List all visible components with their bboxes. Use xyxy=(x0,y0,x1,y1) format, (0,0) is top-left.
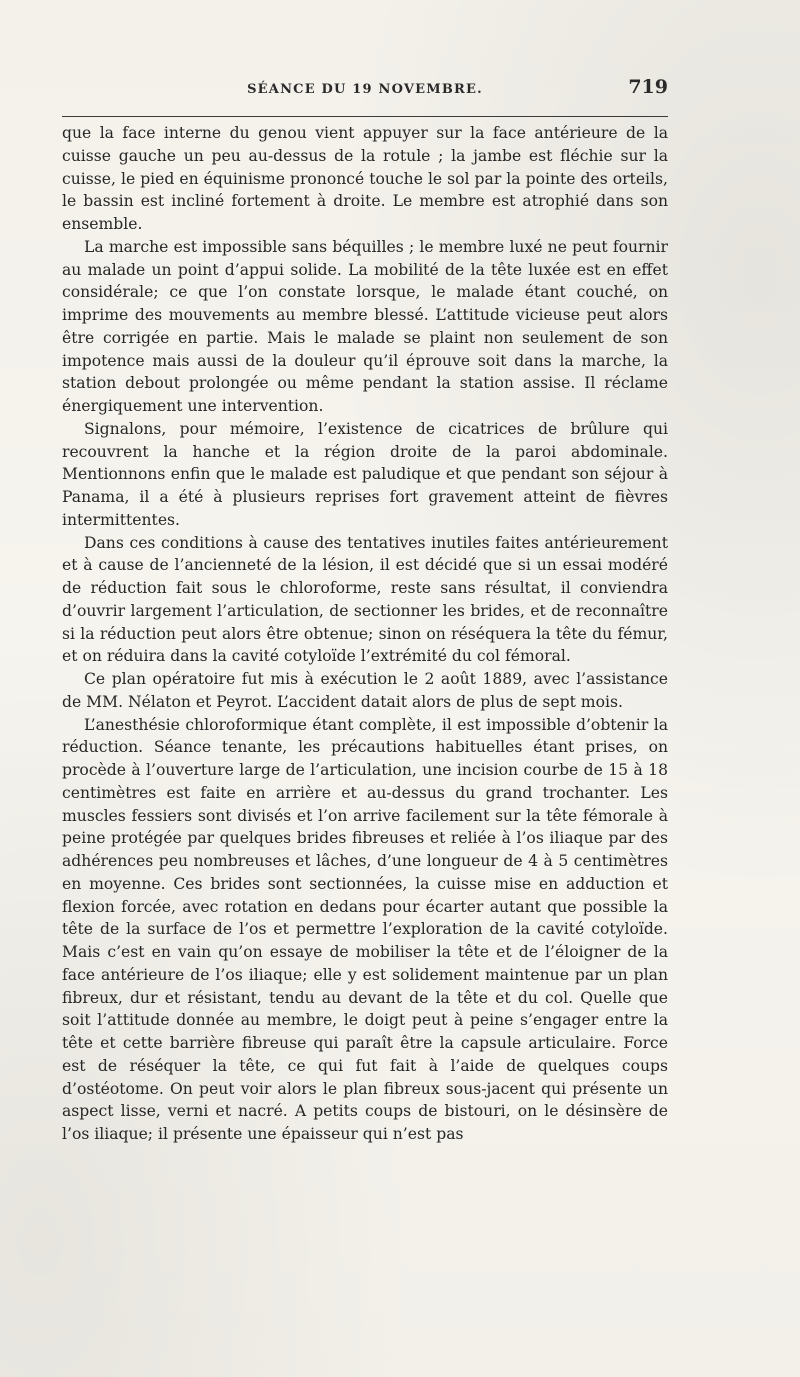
paragraph: L’anesthésie chloroformique étant complète, il est impossible d’obtenir la réduction. Séance tenante, les précautions habituelles étant prises, on procède à l’ouverture large de l’articulation, une incision courbe de 15 à 18 centimètres est faite en arrière et au-dessus du grand trochanter. Les muscles fessiers sont divisés et l’on arrive facilement sur la tête fémorale à peine protégée par quelques brides fibreuses et reliée à l’os iliaque par des adhérences peu nombreuses et lâches, d’une longueur de 4 à 5 centimètres en moyenne. Ces brides sont sectionnées, la cuisse mise en adduction et flexion forcée, avec rotation en dedans pour écarter autant que possible la tête de la surface de l’os et permettre l’exploration de la cavité cotyloïde. Mais c’est en vain qu’on essaye de mobiliser la tête et de l’éloigner de la face antérieure de l’os iliaque; elle y est solidement maintenue par un plan fibreux, dur et résistant, tendu au devant de la tête et du col. Quelle que soit l’attitude donnée au membre, le doigt peut à peine s’engager entre la tête et cette barrière fibreuse qui paraît être la capsule articulaire. Force est de réséquer la tête, ce qui fut fait à l’aide de quelques coups d’ostéotome. On peut voir alors le plan fibreux sous-jacent qui présente un aspect lisse, verni et nacré. A petits coups de bistouri, on le désinsère de l’os iliaque; il présente une épaisseur qui n’est pas xyxy=(62,715,668,1143)
running-head xyxy=(62,76,668,106)
paragraph: Dans ces conditions à cause des tentatives inutiles faites antérieurement et à cause de l’ancienneté de la lésion, il est décidé que si un essai modéré de réduction fait sous le chloroforme, reste sans résultat, il conviendra d’ouvrir largement l’articulation, de sectionner les brides, et de reconnaître si la réduction peut alors être obtenue; sinon on réséquera la tête du fémur, et on réduira dans la cavité cotyloïde l’extrémité du col fémoral. xyxy=(62,533,668,666)
page-number: 719 xyxy=(628,76,668,98)
header-rule xyxy=(62,116,668,117)
body-text xyxy=(62,122,668,1146)
paragraph-continuation: que la face interne du genou vient appuyer sur la face antérieure de la cuisse gauche un peu au-dessus de la rotule ; la jambe est fléchie sur la cuisse, le pied en équinisme prononcé touche le sol par la pointe des orteils, le bassin est incliné fortement à droite. Le membre est atrophié dans son ensemble. xyxy=(62,124,668,233)
paragraph: Signalons, pour mémoire, l’existence de cicatrices de brûlure qui recouvrent la hanche et la région droite de la paroi abdominale. Mentionnons enfin que le malade est paludique et que pendant son séjour à Panama, il a été à plusieurs reprises fort gravement atteint de fièvres intermittentes. xyxy=(62,419,668,529)
running-title: SÉANCE DU 19 NOVEMBRE. xyxy=(247,82,483,97)
paragraph: Ce plan opératoire fut mis à exécution le 2 août 1889, avec l’assistance de MM. Nélaton et Peyrot. L’accident datait alors de plus de sept mois. xyxy=(62,670,668,711)
paragraph: La marche est impossible sans béquilles ; le membre luxé ne peut fournir au malade un point d’appui solide. La mobilité de la tête luxée est en effet considérale; ce que l’on constate lorsque, le malade étant couché, on imprime des mouvements au membre blessé. L’attitude vicieuse peut alors être corrigée en partie. Mais le malade se plaint non seulement de son impotence mais aussi de la douleur qu’il éprouve soit dans la marche, la station debout prolongée ou même pendant la station assise. Il réclame énergiquement une intervention. xyxy=(62,237,668,415)
